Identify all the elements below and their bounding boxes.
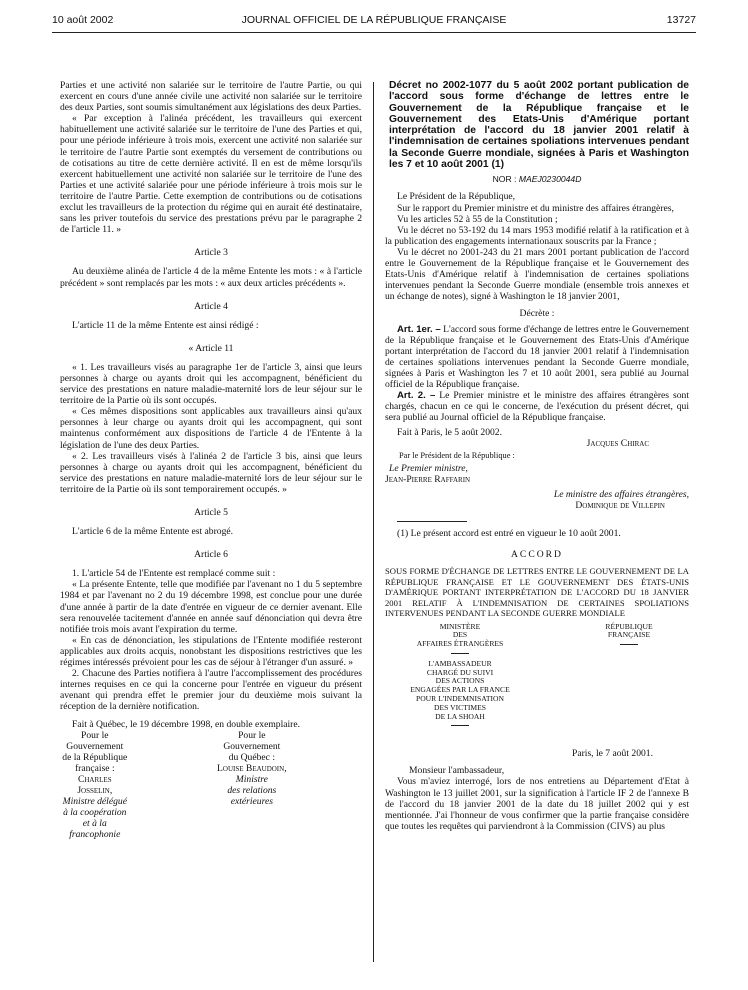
- journal-title: JOURNAL OFFICIEL DE LA RÉPUBLIQUE FRANÇAISE: [241, 14, 507, 26]
- signature-line: du Québec :: [228, 751, 275, 763]
- paragraph: L'article 11 de la même Entente est ainsi rédigé :: [72, 319, 259, 331]
- accord-title: SOUS FORME D'ÉCHANGE DE LETTRES ENTRE LE GOUVERNEMENT DE LA RÉPUBLIQUE FRANÇAISE ET LE GOUVERNEMENT DES ÉTATS-UNIS D'AMÉRIQUE PORTANT INTERPRÉTATION DE L'ACCORD DU 18 JANVIER 2001 RELATIF À L'INDEMNISATION DE CERTAINES SPOLIATIONS INTERVENUES PENDANT LA SECONDE GUERRE MONDIALE: [385, 566, 689, 619]
- letterhead-line: RÉPUBLIQUE: [605, 621, 653, 631]
- paragraph: L'article 6 de la même Entente est abrogé.: [72, 526, 234, 538]
- paragraph: 1. L'article 54 de l'Entente est remplacé comme suit :: [72, 568, 276, 580]
- letterhead-line: ENGAGÉES PAR LA FRANCE: [410, 685, 510, 695]
- republic-block: [569, 623, 689, 658]
- paragraph: Sur le rapport du Premier ministre et du ministre des affaires étrangères,: [397, 202, 674, 214]
- signatory-name: Charles Josselin,: [77, 773, 113, 797]
- signatory-role: Ministre délégué: [62, 796, 127, 808]
- header-rule: [52, 32, 696, 33]
- signature-line: Pour le Gouvernement: [66, 729, 124, 752]
- done-at: Fait à Québec, le 19 décembre 1998, en double exemplaire.: [72, 718, 301, 730]
- article-text: Le Premier ministre et le ministre des affaires étrangères sont chargés, chacun en ce qui le concerne, de l'exécution du présent décret, qui sera publié au Journal officiel de la République française.: [385, 390, 689, 424]
- article-text: L'accord sous forme d'échange de lettres entre le Gouvernement de la République française et le Gouvernement des Etats-Unis d'Amérique portant interprétation de l'accord du 18 janvier 2001 relatif à l'indemnisation de certaines spoliations intervenues pendant la Seconde Guerre mondiale, signées à Paris et Washington les 7 et 10 août 2001, sera publié au Journal officiel de la République française.: [385, 323, 689, 390]
- decrete-heading: Décrète :: [519, 308, 555, 320]
- divider: [451, 653, 469, 654]
- paragraph: Le Président de la République,: [397, 191, 516, 203]
- nor-reference: [385, 174, 689, 185]
- article-heading: « Article 11: [188, 342, 234, 354]
- letterhead-line: DE LA SHOAH: [435, 711, 485, 721]
- signatory-role: à la coopération: [63, 807, 127, 819]
- decree-title: Décret no 2002-1077 du 5 août 2002 portant publication de l'accord sous forme d'échange de lettres entre le Gouvernement de la République française et le Gouvernement des Etats-Unis d'Amérique portant interprétation de l'accord du 18 janvier 2001 relatif à l'indemnisation de certaines spoliations intervenues pendant la Seconde Guerre mondiale, signées à Paris et Washington les 7 et 10 août 2001 (1): [389, 80, 689, 171]
- par-le-president: Par le Président de la République :: [399, 450, 515, 460]
- article-heading: Article 6: [194, 549, 228, 561]
- paragraph: Vous m'aviez interrogé, lors de nos entretiens au Département d'Etat à Washington le 13 juillet 2001, sur la signification à l'article IF 2 de l'annexe B de l'accord du 18 janvier 2001 de la date du 18 juillet 2002 qui y est mentionnée. J'ai l'honneur de vous confirmer que la partie française considère que toutes les requêtes qui parviendront à la Commission (CIVS) au plus: [385, 776, 689, 832]
- ministry-block: [385, 623, 535, 658]
- paragraph: « La présente Entente, telle que modifiée par l'avenant no 1 du 5 septembre 1984 et par l'avenant no 2 du 19 décembre 1998, est conclue pour une durée d'une année à partir de la date d'entrée en vigueur de ce dernier avenant. Elle sera renouvelée tacitement d'année en année sauf dénonciation qui devra être notifiée trois mois avant l'expiration du terme.: [60, 579, 362, 635]
- letterhead-line: DES ACTIONS: [435, 676, 485, 686]
- mae-role: Le ministre des affaires étrangères,: [553, 488, 689, 500]
- divider: [620, 644, 638, 645]
- page-header: [52, 14, 696, 30]
- column-divider: [373, 82, 374, 962]
- letterhead-line: POUR L'INDEMNISATION: [415, 694, 505, 704]
- article-heading: Article 4: [194, 300, 228, 312]
- paragraph: Vu le décret no 2001-243 du 21 mars 2001 portant publication de l'accord entre le Gouvernement de la République française et le Gouvernement des Etats-Unis d'Amérique relatif à l'indemnisation de certaines spoliations intervenues pendant la Seconde Guerre mondiale (ensemble trois annexes et un échange de notes), signé à Washington le 18 janvier 2001,: [385, 246, 689, 303]
- paragraph: « Par exception à l'alinéa précédent, les travailleurs qui exercent habituellement une activité salariée sur le territoire de l'une des Parties et qui, pour une période inférieure à trois mois, exercent une activité non salariée sur le territoire de l'autre Partie sont exemptés du versement de contributions ou de cotisations au titre de cette dernière activité. Il en est de même lorsqu'ils exercent habituellement une activité non salariée sur le territoire de l'une des Parties et une activité salariée pour une période inférieure à trois mois sur le territoire de l'autre Partie. Cette exemption de contributions ou de cotisations exclut les travailleurs de la protection du régime qui en aurait été destinataire, sans les priver toutefois du service des prestations prévu par le paragraphe 2 de l'article 11. »: [60, 113, 362, 236]
- letterhead-line: MINISTÈRE: [439, 621, 481, 631]
- letterhead-line: AFFAIRES ÉTRANGÈRES: [416, 639, 504, 649]
- article-label: Art. 2. –: [397, 390, 436, 402]
- accord-heading: ACCORD: [511, 549, 563, 561]
- paragraph: Vu le décret no 53-192 du 14 mars 1953 modifié relatif à la ratification et à la publication des engagements internationaux souscrits par la France ;: [385, 224, 689, 247]
- paragraph: Au deuxième alinéa de l'article 4 de la même Entente les mots : « à l'article précédent » sont remplacés par les mots : « aux deux articles précédents ».: [60, 266, 362, 289]
- signature-line: Pour le Gouvernement: [223, 729, 281, 752]
- footnote-rule: [397, 521, 467, 522]
- letter-date: Paris, le 7 août 2001.: [571, 748, 653, 760]
- footnote: (1) Le présent accord est entré en vigueur le 10 août 2001.: [397, 528, 621, 539]
- signature-block: [60, 730, 362, 841]
- article-2: [385, 390, 689, 423]
- article-1: [385, 324, 689, 391]
- pm-name: Jean-Pierre Raffarin: [385, 473, 471, 485]
- paragraph: Vu les articles 52 à 55 de la Constitution ;: [397, 213, 558, 225]
- pm-role: Le Premier ministre,: [389, 462, 468, 474]
- nor-code: MAEJ0230044D: [518, 174, 582, 185]
- signatory-role: et à la francophonie: [69, 818, 121, 841]
- signature-france: [60, 730, 205, 841]
- page-number: 13727: [666, 14, 696, 26]
- mae-name: Dominique de Villepin: [575, 499, 665, 511]
- article-heading: Article 5: [194, 507, 228, 518]
- left-column: [60, 80, 362, 841]
- letterhead-line: DES: [452, 630, 468, 640]
- divider: [451, 725, 469, 726]
- letterhead-line: FRANÇAISE: [607, 630, 651, 640]
- nor-label: NOR :: [492, 174, 517, 185]
- article-heading: Article 3: [194, 247, 228, 259]
- letterhead-line: DES VICTIMES: [434, 702, 486, 712]
- done-at: Fait à Paris, le 5 août 2002.: [397, 427, 502, 439]
- salutation: Monsieur l'ambassadeur,: [409, 765, 505, 777]
- president-signature: Jacques Chirac: [586, 438, 649, 450]
- paragraph: « 2. Les travailleurs visés à l'alinéa 2 de l'article 3 bis, ainsi que leurs personnes à charge ou ayants droit qui les accompagnent, bénéficient du service des prestations en nature maladie-maternité lors de leur séjour sur le territoire de la Partie où ils sont temporairement occupés. »: [60, 450, 362, 495]
- signatory-role: des relations extérieures: [227, 785, 277, 808]
- paragraph: 2. Chacune des Parties notifiera à l'autre l'accomplissement des procédures internes requises en ce qui la concerne pour l'entrée en vigueur du présent avenant qui prendra effet le premier jour du deuxième mois suivant la réception de la dernière notification.: [60, 668, 362, 713]
- paragraph: « 1. Les travailleurs visés au paragraphe 1er de l'article 3, ainsi que leurs personnes à charge ou ayants droit qui les accompagnent, bénéficient du service des prestations en nature maladie-maternité lors de leur séjour sur le territoire de la Partie où ils sont occupés.: [60, 361, 362, 407]
- signatory-role: Ministre: [235, 773, 268, 785]
- paragraph: Parties et une activité non salariée sur le territoire de l'autre Partie, ou qui exercent en cours d'une année civile une activité non salariée sur le territoire des deux Parties, sont soumis simultanément aux législations des deux Parties.: [60, 80, 362, 114]
- header-date: 10 août 2002: [52, 14, 114, 26]
- article-label: Art. 1er. –: [397, 323, 441, 335]
- paragraph: « Ces mêmes dispositions sont applicables aux travailleurs ainsi qu'aux personnes à leur charge ou ayants droit qui les accompagnent, qui sont maintenus conformément aux dispositions de l'article 4 de l'Entente à la législation de l'une des deux Parties.: [60, 406, 362, 451]
- ambassador-block: [385, 660, 535, 730]
- right-column: [385, 80, 689, 832]
- signature-line: de la République française :: [62, 751, 128, 774]
- signature-quebec: [217, 730, 362, 841]
- paragraph: « En cas de dénonciation, les stipulations de l'Entente modifiée resteront applicables aux droits acquis, nonobstant les dispositions restrictives que les régimes intéressés prévoient pour les cas de séjour à l'étranger d'un assuré. »: [60, 634, 362, 669]
- letterhead: [385, 623, 689, 658]
- letterhead-line: L'AMBASSADEUR: [428, 658, 492, 668]
- signatory-name: Louise Beaudoin,: [217, 762, 287, 774]
- letterhead-line: CHARGÉ DU SUIVI: [426, 667, 494, 677]
